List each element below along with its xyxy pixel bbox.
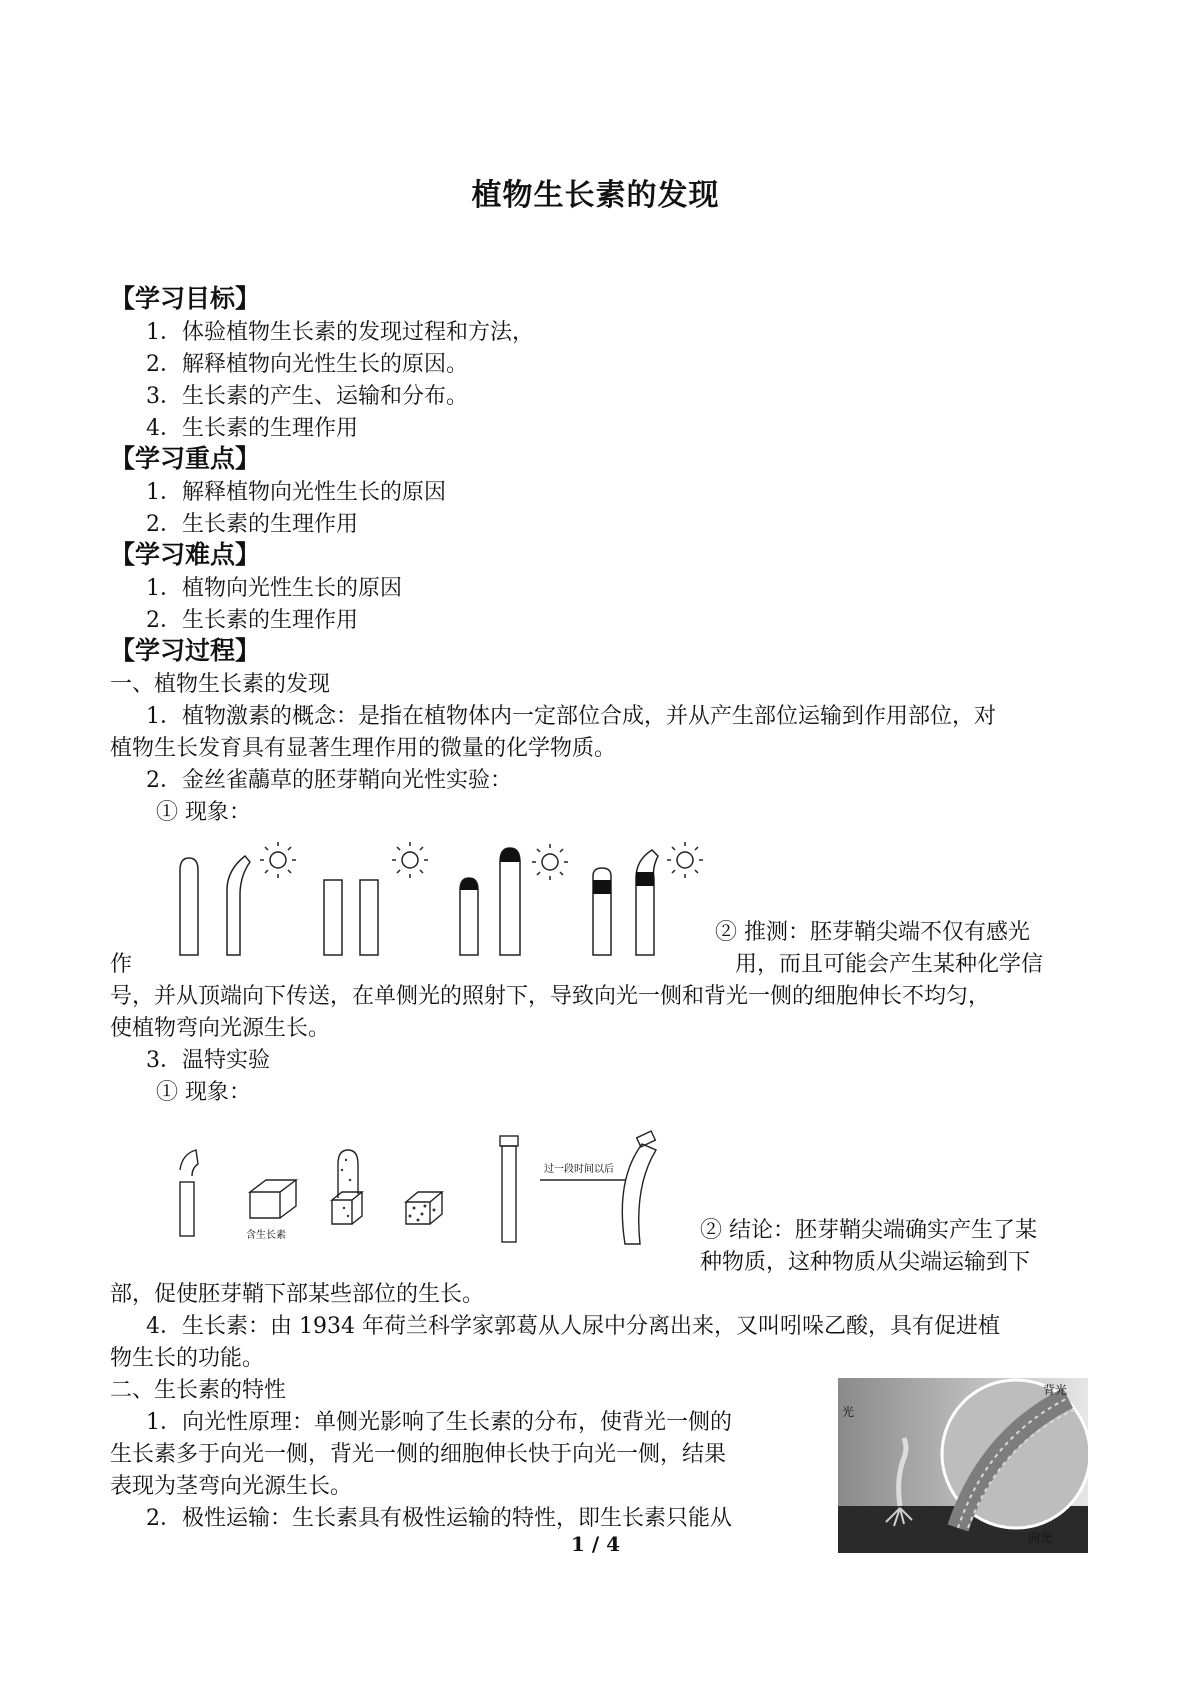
light-label: 光: [842, 1405, 855, 1419]
process-heading: 【学习过程】: [110, 636, 261, 665]
objective-item: 2．解释植物向光性生长的原因。: [146, 352, 468, 377]
difficulties-heading: 【学习难点】: [110, 540, 261, 569]
agar-block-with-tip: [332, 1150, 362, 1224]
coleoptile-with-block: [502, 1146, 516, 1242]
paragraph: 1．向光性原理：单侧光影响了生长素的分布，使背光一侧的: [146, 1410, 732, 1435]
paragraph: 2．极性运输：生长素具有极性运输的特性，即生长素只能从: [146, 1506, 732, 1531]
coleoptile-straight: [180, 858, 198, 955]
sun-icon: [392, 842, 428, 878]
conclusion-text: 种物质，这种物质从尖端运输到下: [700, 1250, 1031, 1275]
paragraph: 生长素多于向光一侧，背光一侧的细胞伸长快于向光一侧，结果: [110, 1442, 727, 1467]
paragraph: 1．植物激素的概念：是指在植物体内一定部位合成，并从产生部位运输到作用部位，对: [146, 704, 996, 729]
conclusion-text: 部，促使胚芽鞘下部某些部位的生长。: [110, 1282, 485, 1307]
time-label: 过一段时间以后: [544, 1164, 614, 1175]
phototropism-figure: [170, 840, 730, 960]
objective-item: 4．生长素的生理作用: [146, 416, 358, 441]
paragraph: 2．金丝雀虉草的胚芽鞘向光性实验：: [146, 768, 512, 793]
conclusion-text: ② 结论：胚芽鞘尖端确实产生了某: [700, 1218, 1037, 1243]
sun-icon: [260, 842, 296, 878]
coleoptile-bent: [227, 856, 250, 955]
paragraph: 4．生长素：由 1934 年荷兰科学家郭葛从人尿中分离出来，又叫吲哚乙酸，具有促进植: [146, 1314, 1000, 1339]
phenomenon-label: ① 现象：: [156, 800, 251, 825]
page-number: 1 / 4: [570, 1532, 621, 1556]
inference-text: 用，而且可能会产生某种化学信: [735, 952, 1044, 977]
paragraph: 表现为茎弯向光源生长。: [110, 1474, 353, 1499]
phenomenon-label: ① 现象：: [156, 1080, 251, 1105]
front-light-label: 向光: [1028, 1531, 1053, 1545]
inference-text: 使植物弯向光源生长。: [110, 1016, 331, 1041]
key-points-heading: 【学习重点】: [110, 444, 261, 473]
key-point-item: 2．生长素的生理作用: [146, 512, 358, 537]
agar-block-treated: [406, 1192, 442, 1224]
back-light-label: 背光: [1043, 1383, 1068, 1397]
coleoptile-capped: [500, 848, 520, 955]
difficulty-item: 2．生长素的生理作用: [146, 608, 358, 633]
paragraph: 物生长的功能。: [110, 1346, 265, 1371]
inference-text: ② 推测：胚芽鞘尖端不仅有感光: [715, 920, 1030, 945]
page-title: 植物生长素的发现: [471, 178, 720, 213]
coleoptile-sleeve-bent: [636, 850, 658, 955]
section-one-heading: 一、植物生长素的发现: [110, 672, 331, 697]
phototropism-photo: [838, 1378, 1088, 1553]
inference-text: 号，并从顶端向下传送，在单侧光的照射下，导致向光一侧和背光一侧的细胞伸长不均匀，: [110, 984, 991, 1009]
sun-icon: [532, 844, 568, 880]
coleoptile-bent-result: [622, 1144, 656, 1244]
coleoptile-cut: [324, 880, 342, 955]
difficulty-item: 1．植物向光性生长的原因: [146, 576, 402, 601]
went-experiment-figure: [170, 1120, 710, 1250]
agar-block: [250, 1180, 296, 1218]
section-two-heading: 二、生长素的特性: [110, 1378, 287, 1403]
cut-tip: [180, 1150, 198, 1176]
coleoptile-cut: [360, 880, 378, 955]
key-point-item: 1．解释植物向光性生长的原因: [146, 480, 446, 505]
coleoptile-stump: [180, 1182, 194, 1236]
inference-text: 作: [110, 952, 133, 977]
paragraph: 植物生长发育具有显著生理作用的微量的化学物质。: [110, 736, 617, 761]
objective-item: 1．体验植物生长素的发现过程和方法，: [146, 320, 534, 345]
sun-icon: [667, 842, 703, 878]
paragraph: 3．温特实验: [146, 1048, 270, 1073]
objectives-heading: 【学习目标】: [110, 284, 261, 313]
agar-label: 含生长素: [246, 1230, 286, 1241]
objective-item: 3．生长素的产生、运输和分布。: [146, 384, 468, 409]
